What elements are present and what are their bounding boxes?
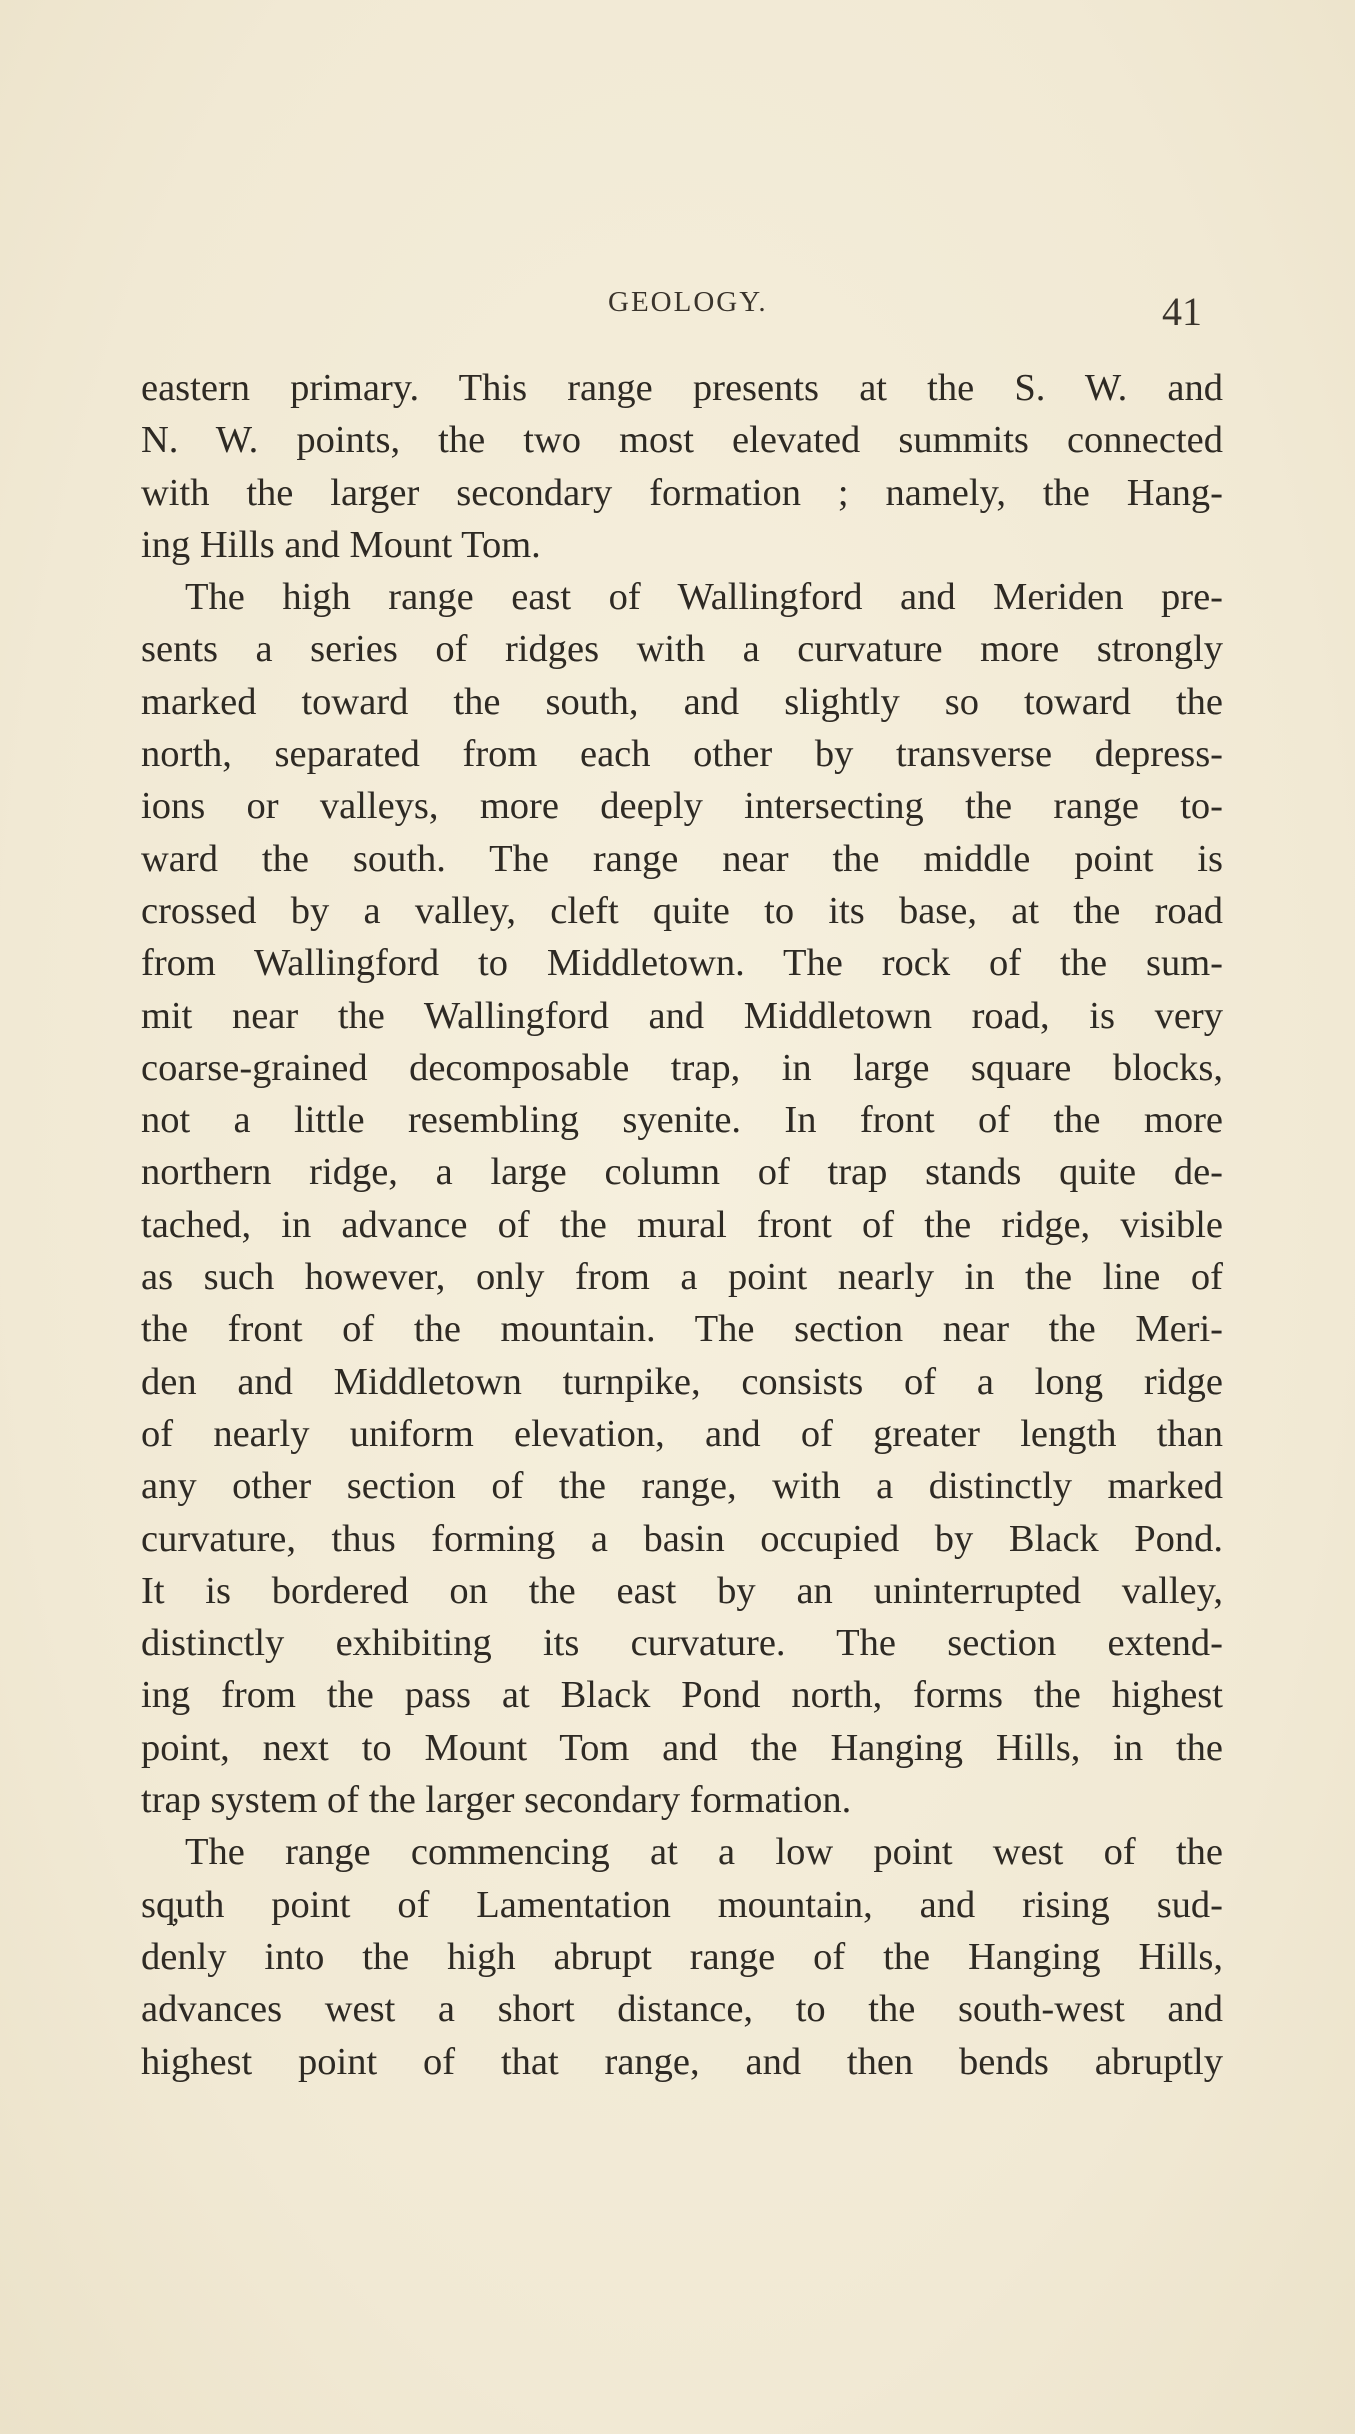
text-line: denly into the high abrupt range of the Hanging Hills, <box>141 1935 1223 1978</box>
text-line: sents a series of ridges with a curvature more strongly <box>141 628 1223 671</box>
page-number: 41 <box>1162 289 1202 334</box>
text-line: ing from the pass at Black Pond north, forms the highest <box>141 1674 1223 1717</box>
text-line: as such however, only from a point nearly in the line of <box>141 1256 1223 1299</box>
text-line: ing Hills and Mount Tom. <box>141 523 541 566</box>
text-line: highest point of that range, and then bends abruptly <box>141 2040 1223 2083</box>
text-line: any other section of the range, with a distinctly marked <box>141 1465 1223 1508</box>
text-line: point, next to Mount Tom and the Hanging Hills, in the <box>141 1726 1223 1769</box>
text-line: marked toward the south, and slightly so toward the <box>141 680 1223 723</box>
text-line: advances west a short distance, to the south-west and <box>141 1988 1223 2031</box>
running-head: GEOLOGY. <box>608 286 768 318</box>
text-line: coarse-grained decomposable trap, in large square blocks, <box>141 1046 1223 1089</box>
text-line: with the larger secondary formation ; namely, the Hang- <box>141 471 1223 514</box>
body-text <box>141 362 1223 2088</box>
text-line: crossed by a valley, cleft quite to its base, at the road <box>141 889 1223 932</box>
text-line: north, separated from each other by transverse depress- <box>141 733 1223 776</box>
text-line: trap system of the larger secondary formation. <box>141 1779 852 1822</box>
text-line: from Wallingford to Middletown. The rock of the sum- <box>141 942 1223 985</box>
text-line: The range commencing at a low point west of the <box>185 1831 1223 1874</box>
text-line: of nearly uniform elevation, and of greater length than <box>141 1412 1223 1455</box>
text-line: distinctly exhibiting its curvature. The section extend- <box>141 1622 1223 1665</box>
text-line: the front of the mountain. The section near the Meri- <box>141 1308 1223 1351</box>
text-line: curvature, thus forming a basin occupied by Black Pond. <box>141 1517 1223 1560</box>
text-line: eastern primary. This range presents at the S. W. and <box>141 367 1223 409</box>
text-line: It is bordered on the east by an uninterrupted valley, <box>141 1569 1223 1612</box>
text-line: The high range east of Wallingford and Meriden pre- <box>185 576 1223 619</box>
text-line: mit near the Wallingford and Middletown road, is very <box>141 994 1223 1037</box>
text-line: not a little resembling syenite. In front of the more <box>141 1099 1223 1142</box>
text-line: ward the south. The range near the middle point is <box>141 837 1223 880</box>
text-line: ions or valleys, more deeply intersecting the range to- <box>141 785 1223 828</box>
text-line: tached, in advance of the mural front of the ridge, visible <box>141 1203 1223 1246</box>
text-line: N. W. points, the two most elevated summits connected <box>141 419 1223 462</box>
text-line: northern ridge, a large column of trap stands quite de- <box>141 1151 1223 1194</box>
text-line: sq̦uth point of Lamentation mountain, and rising sud- <box>141 1883 1223 1926</box>
text-line: den and Middletown turnpike, consists of a long ridge <box>141 1360 1223 1403</box>
